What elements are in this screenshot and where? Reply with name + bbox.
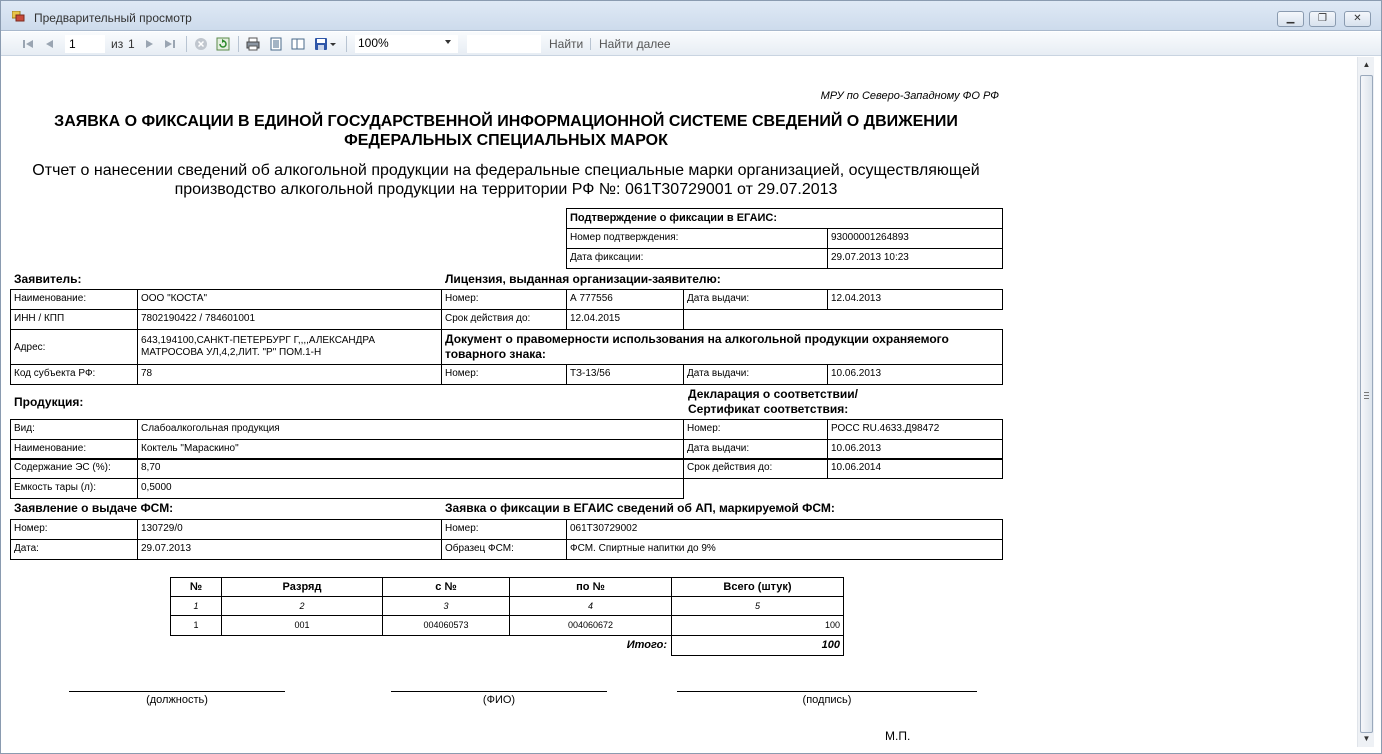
license-number-label: Номер: [441,289,567,310]
page-layout-icon[interactable] [269,37,283,51]
last-page-icon[interactable] [163,37,177,51]
declaration-number-value: РОСС RU.4633.Д98472 [827,419,1003,440]
report-title-line2: ФЕДЕРАЛЬНЫХ СПЕЦИАЛЬНЫХ МАРОК [344,132,668,149]
app-icon [12,11,25,22]
address-line1: 643,194100,САНКТ-ПЕТЕРБУРГ Г,,,,АЛЕКСАНДРА [141,335,376,346]
fsm-number-value: 130729/0 [137,519,442,540]
trademark-number-label: Номер: [441,364,567,385]
trademark-header-line2: товарного знака: [445,347,546,361]
applicant-name-value: ООО "КОСТА" [137,289,442,310]
product-name-label: Наименование: [10,439,138,460]
export-dropdown-icon[interactable] [329,37,337,51]
toolbar [1,32,1381,56]
egais-number-label: Номер: [441,519,567,540]
toolbar-separator [186,36,187,52]
egais-sample-label: Образец ФСМ: [441,539,567,560]
fsm-date-value: 29.07.2013 [137,539,442,560]
declaration-header [688,387,858,417]
egais-sample-value: ФСМ. Спиртные напитки до 9% [566,539,1003,560]
next-page-icon[interactable] [142,37,156,51]
trademark-issue-value: 10.06.2013 [827,364,1003,385]
first-page-icon[interactable] [21,37,35,51]
product-alc-label: Содержание ЭС (%): [10,458,138,479]
find-next-button[interactable]: Найти далее [599,37,671,51]
trademark-issue-label: Дата выдачи: [683,364,828,385]
scroll-down-icon[interactable]: ▼ [1362,734,1371,743]
marks-row-rank: 001 [221,615,383,636]
license-header: Лицензия, выданная организации-заявителю: [445,272,721,286]
marks-row-from: 004060573 [382,615,510,636]
minimize-button[interactable]: ▁ [1277,11,1304,27]
zoom-dropdown-icon[interactable] [445,40,451,44]
print-icon[interactable] [246,37,260,51]
marks-row-total: 100 [671,615,844,636]
page-setup-icon[interactable] [291,37,305,51]
org-name: МРУ по Северо-Западному ФО РФ [820,90,999,102]
declaration-header-line1: Декларация о соответствии/ [688,387,858,401]
declaration-number-label: Номер: [683,419,828,440]
marks-index-3: 3 [382,596,510,616]
egais-request-header: Заявка о фиксации в ЕГАИС сведений об АП, маркируемой ФСМ: [445,501,835,515]
applicant-address-label: Адрес: [10,329,138,365]
marks-total-value: 100 [671,635,844,656]
signature-line-fio [391,691,607,692]
confirmation-date-value: 29.07.2013 10:23 [827,248,1003,269]
toolbar-separator [590,38,591,50]
declaration-header-line2: Сертификат соответствия: [688,402,849,416]
license-issue-label: Дата выдачи: [683,289,828,310]
product-volume-label: Емкость тары (л): [10,478,138,499]
vertical-scrollbar[interactable] [1357,57,1374,747]
trademark-header [441,329,1003,365]
confirmation-date-label: Дата фиксации: [566,248,828,269]
of-label: из [111,37,124,51]
product-alc-value: 8,70 [137,458,684,479]
grip-icon [1364,392,1369,399]
prev-page-icon[interactable] [43,37,57,51]
report-page [1,57,1357,751]
declaration-valid-label: Срок действия до: [683,458,828,479]
product-type-value: Слабоалкогольная продукция [137,419,684,440]
applicant-name-label: Наименование: [10,289,138,310]
fsm-date-label: Дата: [10,539,138,560]
marks-index-2: 2 [221,596,383,616]
marks-index-5: 5 [671,596,844,616]
product-type-label: Вид: [10,419,138,440]
applicant-address-value [137,329,442,365]
fsm-number-label: Номер: [10,519,138,540]
signature-line-sign [677,691,977,692]
signature-sign-label: (подпись) [802,694,852,706]
toolbar-separator [346,36,347,52]
stop-icon[interactable] [194,37,208,51]
declaration-valid-value: 10.06.2014 [827,458,1003,479]
confirmation-number-label: Номер подтверждения: [566,228,828,249]
applicant-header: Заявитель: [14,272,82,286]
find-input[interactable] [467,35,541,53]
license-number-value: А 777556 [566,289,684,310]
address-line2: МАТРОСОВА УЛ,4,2,ЛИТ. "Р" ПОМ.1-Н [141,347,322,358]
confirmation-header: Подтверждение о фиксации в ЕГАИС: [566,208,1003,229]
marks-col-no: № [170,577,222,597]
marks-col-to: по № [509,577,672,597]
close-button[interactable]: ✕ [1344,11,1371,27]
report-title-line1: ЗАЯВКА О ФИКСАЦИИ В ЕДИНОЙ ГОСУДАРСТВЕННОЙ ИНФОРМАЦИОННОЙ СИСТЕМЕ СВЕДЕНИЙ О ДВИЖЕНИИ [54,113,958,130]
page-number-input[interactable]: 1 [65,35,105,53]
license-issue-value: 12.04.2013 [827,289,1003,310]
declaration-issue-label: Дата выдачи: [683,439,828,460]
marks-col-from: с № [382,577,510,597]
marks-index-4: 4 [509,596,672,616]
product-name-value: Коктель "Мараскино" [137,439,684,460]
applicant-inn-label: ИНН / КПП [10,309,138,330]
report-subtitle-line2: производство алкогольной продукции на территории РФ №: 061Т30729001 от 29.07.2013 [174,181,838,198]
refresh-icon[interactable] [216,37,230,51]
fsm-statement-header: Заявление о выдаче ФСМ: [14,501,174,515]
product-header: Продукция: [14,395,84,409]
marks-total-label: Итого: [626,639,667,651]
window-title: Предварительный просмотр [34,11,192,25]
trademark-header-line1: Документ о правомерности использования на алкогольной продукции охраняемого [445,332,949,346]
scroll-up-icon[interactable]: ▲ [1362,60,1371,69]
marks-col-total: Всего (штук) [671,577,844,597]
trademark-number-value: ТЗ-13/56 [566,364,684,385]
find-button[interactable]: Найти [549,37,584,51]
total-pages: 1 [128,37,135,51]
declaration-issue-value: 10.06.2013 [827,439,1003,460]
product-volume-value: 0,5000 [137,478,684,499]
applicant-region-label: Код субъекта РФ: [10,364,138,385]
scroll-thumb[interactable] [1360,75,1373,733]
stamp-label: М.П. [885,729,911,743]
restore-button[interactable]: ❐ [1309,11,1336,27]
egais-number-value: 061Т30729002 [566,519,1003,540]
applicant-inn-value: 7802190422 / 784601001 [137,309,442,330]
toolbar-separator [238,36,239,52]
marks-row-no: 1 [170,615,222,636]
applicant-region-value: 78 [137,364,442,385]
license-valid-value: 12.04.2015 [566,309,684,330]
marks-row-to: 004060672 [509,615,672,636]
confirmation-number-value: 93000001264893 [827,228,1003,249]
marks-index-1: 1 [170,596,222,616]
license-valid-label: Срок действия до: [441,309,567,330]
zoom-select[interactable]: 100% [355,35,458,53]
title-bar [1,1,1381,31]
signature-fio-label: (ФИО) [482,694,516,706]
export-save-icon[interactable] [314,37,328,51]
signature-line-position [69,691,285,692]
report-subtitle-line1: Отчет о нанесении сведений об алкогольной продукции на федеральные специальные марки организацией, осуществляющей [32,162,980,179]
signature-position-label: (должность) [146,694,208,706]
marks-col-rank: Разряд [221,577,383,597]
